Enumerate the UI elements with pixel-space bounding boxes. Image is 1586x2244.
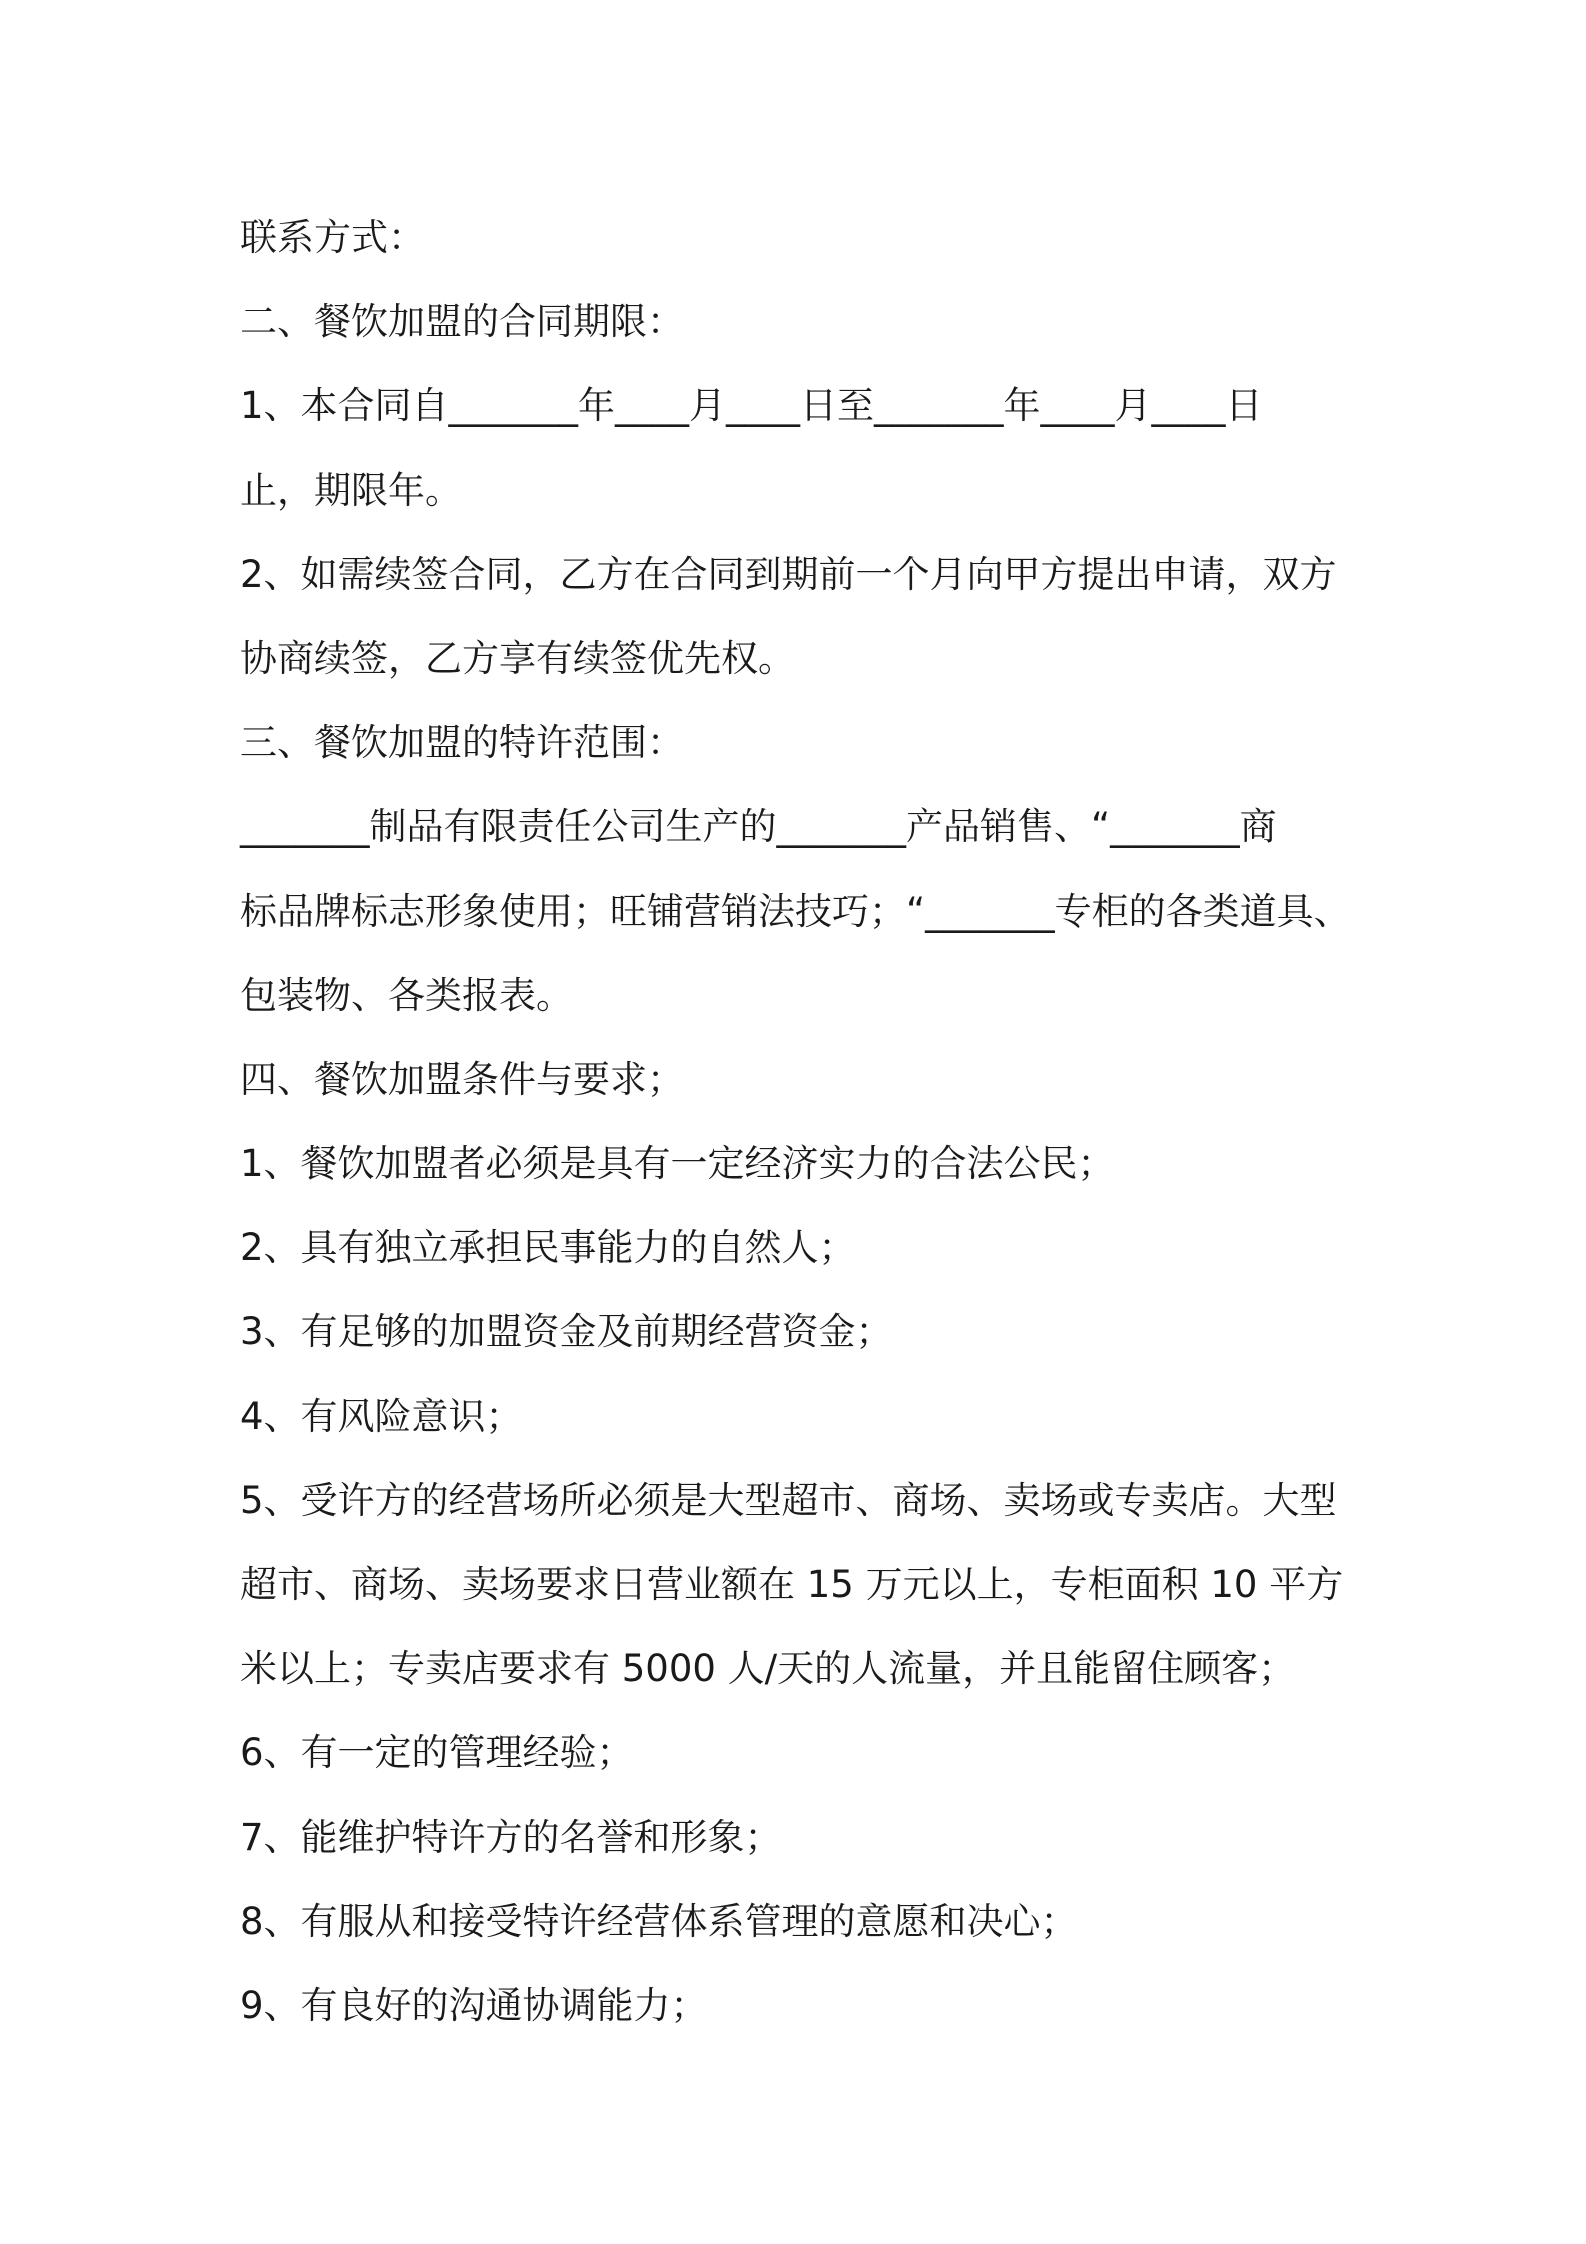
- list-item: 9、有良好的沟通协调能力；: [240, 1983, 708, 2027]
- list-item: 6、有一定的管理经验；: [240, 1731, 634, 1775]
- document-body: [240, 196, 1360, 2048]
- list-item: 2、具有独立承担民事能力的自然人；: [240, 1226, 856, 1270]
- list-item: 4、有风险意识；: [240, 1394, 523, 1438]
- paragraph-line: 超市、商场、卖场要求日营业额在 15 万元以上，专柜面积 10 平方: [240, 1563, 1344, 1606]
- paragraph-line: 米以上；专卖店要求有 5000 人/天的人流量，并且能留住顾客；: [240, 1647, 1296, 1691]
- paragraph-line: 包装物、各类报表。: [240, 973, 573, 1017]
- section-heading-contract-term: 二、餐饮加盟的合同期限：: [240, 300, 684, 344]
- paragraph-line: _______制品有限责任公司生产的_______产品销售、“_______商: [240, 805, 1277, 849]
- list-item: 1、餐饮加盟者必须是具有一定经济实力的合法公民；: [240, 1142, 1115, 1186]
- list-item: 5、受许方的经营场所必须是大型超市、商场、卖场或专卖店。大型: [240, 1478, 1337, 1522]
- paragraph-line: 协商续签，乙方享有续签优先权。: [240, 636, 795, 680]
- list-item: 7、能维护特许方的名誉和形象；: [240, 1815, 782, 1859]
- section-heading-franchise-scope: 三、餐饮加盟的特许范围：: [240, 721, 684, 765]
- section-heading-conditions: 四、餐饮加盟条件与要求；: [240, 1057, 684, 1101]
- paragraph-line: 1、本合同自_______年____月____日至_______年____月____日: [240, 384, 1263, 428]
- paragraph-line: 2、如需续签合同，乙方在合同到期前一个月向甲方提出申请，双方: [240, 552, 1337, 596]
- list-item: 8、有服从和接受特许经营体系管理的意愿和决心；: [240, 1899, 1078, 1943]
- paragraph-line: 标品牌标志形象使用；旺铺营销法技巧；“_______专柜的各类道具、: [240, 889, 1351, 933]
- list-item: 3、有足够的加盟资金及前期经营资金；: [240, 1310, 893, 1354]
- paragraph-line: 止，期限年。: [240, 468, 462, 512]
- contact-label: 联系方式：: [240, 216, 425, 259]
